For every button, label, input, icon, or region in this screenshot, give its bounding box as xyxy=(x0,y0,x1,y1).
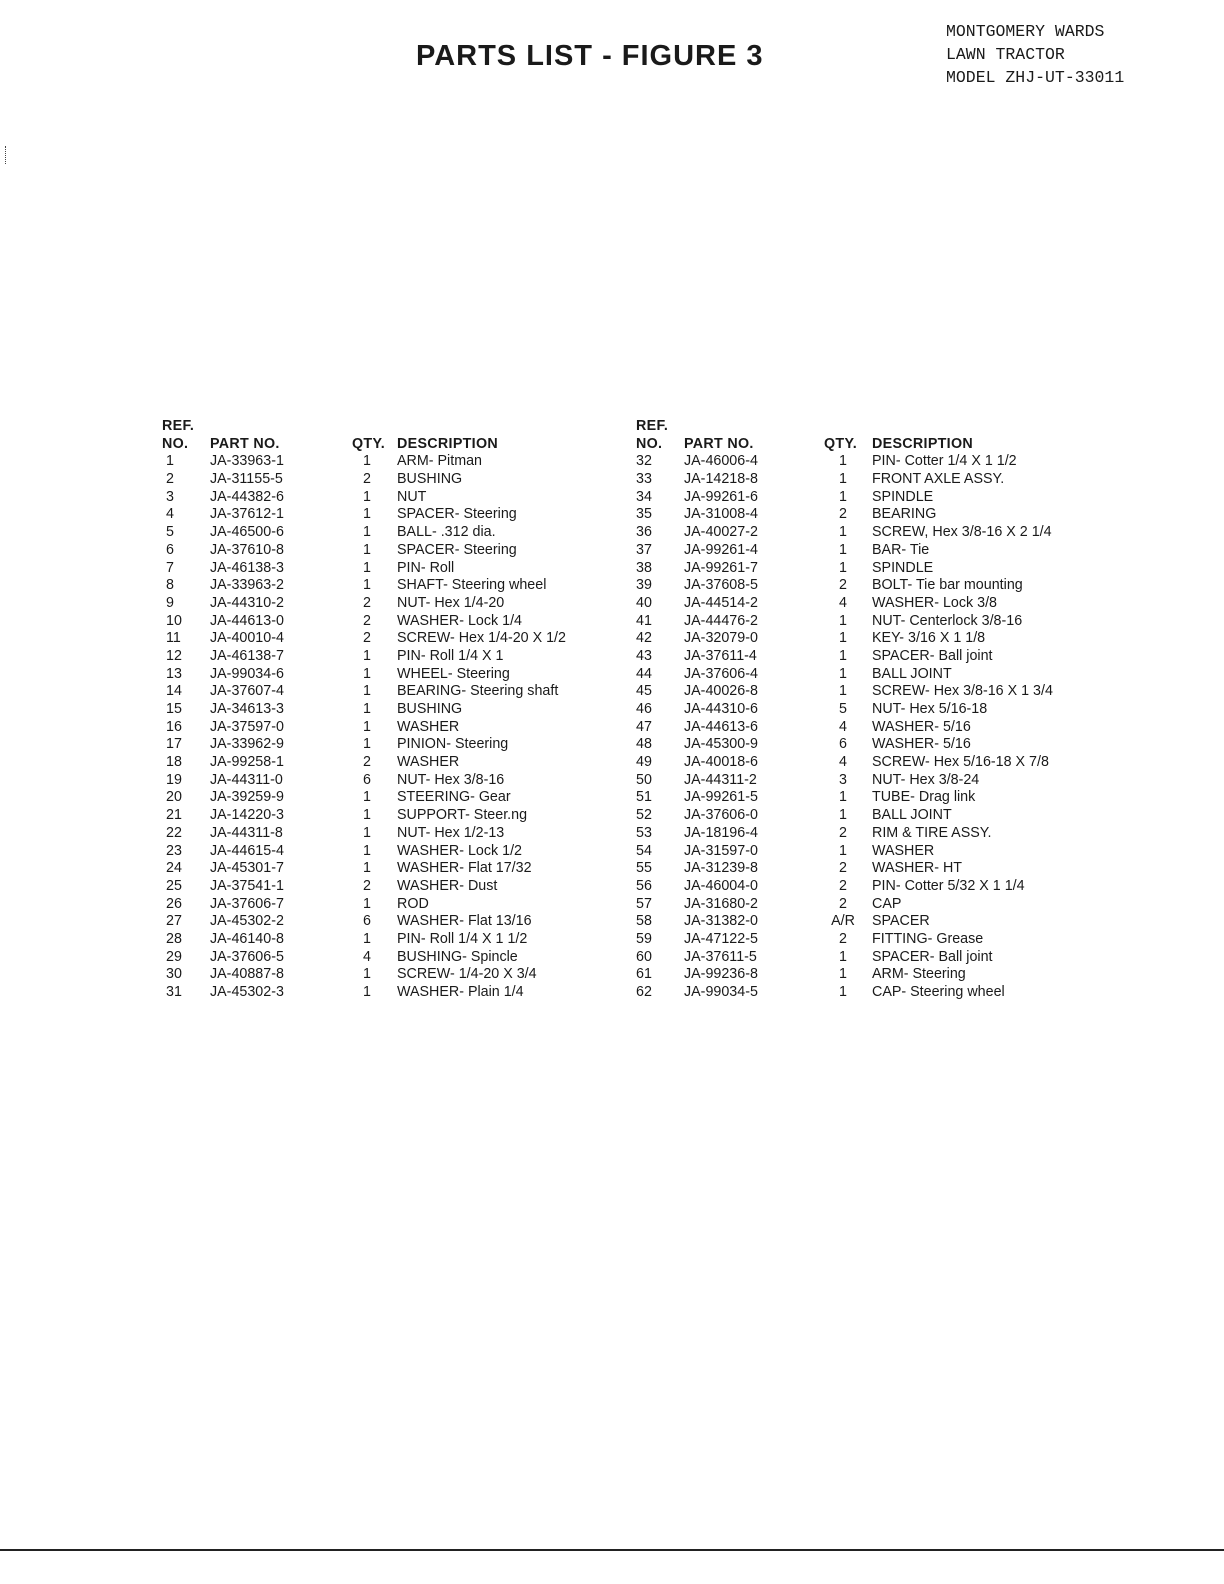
ref-no: 44 xyxy=(636,665,652,682)
part-no: JA-45301-7 xyxy=(210,860,284,877)
quantity: 2 xyxy=(363,594,371,611)
description: RIM & TIRE ASSY. xyxy=(872,824,992,841)
bottom-rule-divider xyxy=(0,1549,1224,1551)
part-no: JA-37612-1 xyxy=(210,506,284,523)
quantity: 1 xyxy=(363,930,371,947)
ref-no: 18 xyxy=(166,754,182,771)
description: NUT- Hex 1/2-13 xyxy=(397,824,505,841)
ref-no: 35 xyxy=(636,506,652,523)
part-no: JA-40026-8 xyxy=(684,683,758,700)
ref-no: 39 xyxy=(636,577,652,594)
quantity: 4 xyxy=(839,754,847,771)
part-no: JA-40010-4 xyxy=(210,630,284,647)
part-no: JA-45302-3 xyxy=(210,984,284,1000)
description: SCREW- 1/4-20 X 3/4 xyxy=(397,966,537,983)
part-no: JA-99261-7 xyxy=(684,559,758,576)
description: STEERING- Gear xyxy=(397,789,511,806)
part-no: JA-39259-9 xyxy=(210,789,284,806)
quantity: A/R xyxy=(831,913,855,930)
ref-no: 34 xyxy=(636,488,652,505)
quantity: 1 xyxy=(839,524,847,541)
quantity: 1 xyxy=(839,665,847,682)
ref-no: 20 xyxy=(166,789,182,806)
part-no: JA-37606-5 xyxy=(210,948,284,965)
part-no: JA-46006-4 xyxy=(684,453,758,470)
part-no: JA-40018-6 xyxy=(684,754,758,771)
part-no: JA-99034-5 xyxy=(684,984,758,1000)
description: PINION- Steering xyxy=(397,736,509,753)
quantity: 1 xyxy=(839,807,847,824)
quantity: 2 xyxy=(363,630,371,647)
model-info-block xyxy=(946,20,1124,89)
description: NUT- Centerlock 3/8-16 xyxy=(872,612,1023,629)
part-no: JA-99261-6 xyxy=(684,488,758,505)
ref-no: 25 xyxy=(166,877,182,894)
quantity: 4 xyxy=(839,718,847,735)
description: KEY- 3/16 X 1 1/8 xyxy=(872,630,986,647)
part-no: JA-44476-2 xyxy=(684,612,758,629)
description: NUT- Hex 5/16-18 xyxy=(872,701,988,717)
ref-no: 5 xyxy=(166,524,174,541)
ref-no: 52 xyxy=(636,807,652,824)
ref-no: 29 xyxy=(166,948,182,965)
part-no: JA-37606-7 xyxy=(210,895,284,912)
part-no: JA-45302-2 xyxy=(210,913,284,930)
quantity: 2 xyxy=(839,824,847,841)
ref-no: 42 xyxy=(636,630,652,647)
quantity: 1 xyxy=(839,541,847,558)
description: SPACER- Ball joint xyxy=(872,948,993,965)
description: PIN- Cotter 1/4 X 1 1/2 xyxy=(872,453,1017,470)
quantity: 1 xyxy=(839,789,847,806)
ref-no: 57 xyxy=(636,895,652,912)
header-description: DESCRIPTION xyxy=(397,435,499,452)
ref-no: 10 xyxy=(166,612,182,629)
quantity: 1 xyxy=(839,612,847,629)
part-no: JA-31239-8 xyxy=(684,860,758,877)
ref-no: 62 xyxy=(636,984,652,1000)
description: WASHER- Dust xyxy=(397,877,498,894)
quantity: 1 xyxy=(363,860,371,877)
description: WASHER- Plain 1/4 xyxy=(397,984,524,1000)
ref-no: 50 xyxy=(636,771,652,788)
header-part-no: PART NO. xyxy=(210,435,280,452)
ref-no: 24 xyxy=(166,860,182,877)
description: BOLT- Tie bar mounting xyxy=(872,577,1023,594)
description: SHAFT- Steering wheel xyxy=(397,577,547,594)
part-no: JA-32079-0 xyxy=(684,630,758,647)
ref-no: 9 xyxy=(166,594,174,611)
quantity: 1 xyxy=(363,966,371,983)
description: WASHER- Flat 13/16 xyxy=(397,913,532,930)
quantity: 1 xyxy=(839,948,847,965)
quantity: 6 xyxy=(363,913,371,930)
ref-no: 43 xyxy=(636,647,652,664)
quantity: 5 xyxy=(839,701,847,717)
description: NUT- Hex 3/8-24 xyxy=(872,771,980,788)
description: BUSHING xyxy=(397,701,463,717)
ref-no: 22 xyxy=(166,824,182,841)
quantity: 2 xyxy=(839,506,847,523)
description: BALL JOINT xyxy=(872,807,952,824)
ref-no: 36 xyxy=(636,524,652,541)
quantity: 1 xyxy=(363,895,371,912)
quantity: 2 xyxy=(839,577,847,594)
ref-no: 6 xyxy=(166,541,174,558)
ref-no: 59 xyxy=(636,930,652,947)
part-no: JA-31155-5 xyxy=(210,471,283,488)
description: SCREW- Hex 5/16-18 X 7/8 xyxy=(872,754,1049,771)
description: SPINDLE xyxy=(872,488,934,505)
description: SCREW- Hex 3/8-16 X 1 3/4 xyxy=(872,683,1053,700)
ref-no: 33 xyxy=(636,471,652,488)
header-ref-top: REF. xyxy=(162,418,195,434)
description: BEARING- Steering shaft xyxy=(397,683,559,700)
part-no: JA-44311-2 xyxy=(684,771,757,788)
part-no: JA-99034-6 xyxy=(210,665,284,682)
ref-no: 60 xyxy=(636,948,652,965)
header-qty: QTY. xyxy=(352,435,385,452)
quantity: 1 xyxy=(363,842,371,859)
ref-no: 26 xyxy=(166,895,182,912)
quantity: 2 xyxy=(839,895,847,912)
model-number: MODEL ZHJ-UT-33011 xyxy=(946,68,1125,87)
model-brand: MONTGOMERY WARDS xyxy=(946,22,1105,41)
quantity: 1 xyxy=(839,842,847,859)
description: BUSHING xyxy=(397,471,463,488)
quantity: 1 xyxy=(363,577,371,594)
part-no: JA-33963-2 xyxy=(210,577,284,594)
ref-no: 37 xyxy=(636,541,652,558)
part-no: JA-14218-8 xyxy=(684,471,758,488)
page-title: PARTS LIST - FIGURE 3 xyxy=(416,40,764,72)
quantity: 2 xyxy=(839,860,847,877)
description: ARM- Pitman xyxy=(397,453,482,470)
quantity: 1 xyxy=(363,665,371,682)
model-product: LAWN TRACTOR xyxy=(946,45,1065,64)
ref-no: 19 xyxy=(166,771,182,788)
part-no: JA-18196-4 xyxy=(684,824,758,841)
part-no: JA-14220-3 xyxy=(210,807,284,824)
ref-no: 53 xyxy=(636,824,652,841)
quantity: 1 xyxy=(839,683,847,700)
quantity: 2 xyxy=(363,877,371,894)
description: PIN- Cotter 5/32 X 1 1/4 xyxy=(872,877,1025,894)
part-no: JA-44311-0 xyxy=(210,771,283,788)
quantity: 4 xyxy=(839,594,847,611)
quantity: 1 xyxy=(363,824,371,841)
quantity: 1 xyxy=(839,630,847,647)
quantity: 2 xyxy=(839,877,847,894)
ref-no: 23 xyxy=(166,842,182,859)
description: SCREW, Hex 3/8-16 X 2 1/4 xyxy=(872,524,1052,541)
part-no: JA-99261-5 xyxy=(684,789,758,806)
ref-no: 61 xyxy=(636,966,652,983)
ref-no: 32 xyxy=(636,453,652,470)
ref-no: 17 xyxy=(166,736,182,753)
part-no: JA-44310-2 xyxy=(210,594,284,611)
quantity: 1 xyxy=(363,453,371,470)
quantity: 1 xyxy=(839,984,847,1000)
description: WASHER- Flat 17/32 xyxy=(397,860,532,877)
part-no: JA-44382-6 xyxy=(210,488,284,505)
ref-no: 21 xyxy=(166,807,182,824)
description: WASHER- Lock 1/4 xyxy=(397,612,522,629)
part-no: JA-44613-6 xyxy=(684,718,758,735)
quantity: 4 xyxy=(363,948,371,965)
part-no: JA-37611-4 xyxy=(684,647,757,664)
ref-no: 8 xyxy=(166,577,174,594)
ref-no: 51 xyxy=(636,789,652,806)
description: BUSHING- Spincle xyxy=(397,948,518,965)
quantity: 2 xyxy=(363,471,371,488)
ref-no: 15 xyxy=(166,701,182,717)
ref-no: 46 xyxy=(636,701,652,717)
ref-no: 38 xyxy=(636,559,652,576)
quantity: 1 xyxy=(363,524,371,541)
ref-no: 40 xyxy=(636,594,652,611)
quantity: 1 xyxy=(839,471,847,488)
quantity: 1 xyxy=(363,488,371,505)
quantity: 2 xyxy=(363,612,371,629)
part-no: JA-46138-7 xyxy=(210,647,284,664)
part-no: JA-44613-0 xyxy=(210,612,284,629)
description: FITTING- Grease xyxy=(872,930,984,947)
part-no: JA-99258-1 xyxy=(210,754,284,771)
description: TUBE- Drag link xyxy=(872,789,976,806)
part-no: JA-37606-4 xyxy=(684,665,758,682)
quantity: 1 xyxy=(363,736,371,753)
quantity: 1 xyxy=(839,559,847,576)
part-no: JA-46004-0 xyxy=(684,877,758,894)
part-no: JA-31680-2 xyxy=(684,895,758,912)
ref-no: 4 xyxy=(166,506,174,523)
description: WASHER- 5/16 xyxy=(872,718,971,735)
header-description: DESCRIPTION xyxy=(872,435,974,452)
description: BEARING xyxy=(872,506,937,523)
description: SPACER xyxy=(872,913,930,930)
quantity: 1 xyxy=(363,559,371,576)
description: CAP xyxy=(872,895,902,912)
part-no: JA-99236-8 xyxy=(684,966,758,983)
part-no: JA-31382-0 xyxy=(684,913,758,930)
quantity: 1 xyxy=(363,789,371,806)
quantity: 1 xyxy=(363,683,371,700)
part-no: JA-40027-2 xyxy=(684,524,758,541)
quantity: 1 xyxy=(363,701,371,717)
ref-no: 7 xyxy=(166,559,174,576)
part-no: JA-99261-4 xyxy=(684,541,758,558)
description: SPINDLE xyxy=(872,559,934,576)
scan-mark xyxy=(5,146,7,164)
description: SPACER- Ball joint xyxy=(872,647,993,664)
ref-no: 16 xyxy=(166,718,182,735)
description: NUT- Hex 3/8-16 xyxy=(397,771,505,788)
description: WASHER xyxy=(872,842,935,859)
description: PIN- Roll 1/4 X 1 xyxy=(397,647,504,664)
description: FRONT AXLE ASSY. xyxy=(872,471,1005,488)
part-no: JA-44514-2 xyxy=(684,594,758,611)
part-no: JA-44615-4 xyxy=(210,842,284,859)
part-no: JA-45300-9 xyxy=(684,736,758,753)
ref-no: 28 xyxy=(166,930,182,947)
ref-no: 58 xyxy=(636,913,652,930)
part-no: JA-33963-1 xyxy=(210,453,284,470)
ref-no: 55 xyxy=(636,860,652,877)
ref-no: 13 xyxy=(166,665,182,682)
ref-no: 54 xyxy=(636,842,652,859)
part-no: JA-46140-8 xyxy=(210,930,284,947)
description: NUT- Hex 1/4-20 xyxy=(397,594,505,611)
header-part-no: PART NO. xyxy=(684,435,754,452)
part-no: JA-37541-1 xyxy=(210,877,284,894)
header-ref-no: NO. xyxy=(636,435,663,452)
description: WASHER- HT xyxy=(872,860,963,877)
part-no: JA-40887-8 xyxy=(210,966,284,983)
ref-no: 11 xyxy=(166,630,181,647)
quantity: 1 xyxy=(839,488,847,505)
quantity: 6 xyxy=(363,771,371,788)
description: SCREW- Hex 1/4-20 X 1/2 xyxy=(397,630,566,647)
part-no: JA-37606-0 xyxy=(684,807,758,824)
part-no: JA-37611-5 xyxy=(684,948,757,965)
header-ref-top: REF. xyxy=(636,418,669,434)
ref-no: 47 xyxy=(636,718,652,735)
part-no: JA-37610-8 xyxy=(210,541,284,558)
header-qty: QTY. xyxy=(824,435,857,452)
description: PIN- Roll xyxy=(397,559,455,576)
description: WASHER- Lock 1/2 xyxy=(397,842,522,859)
part-no: JA-31008-4 xyxy=(684,506,758,523)
ref-no: 45 xyxy=(636,683,652,700)
ref-no: 41 xyxy=(636,612,652,629)
ref-no: 49 xyxy=(636,754,652,771)
ref-no: 1 xyxy=(166,453,174,470)
quantity: 1 xyxy=(839,453,847,470)
part-no: JA-44310-6 xyxy=(684,701,758,717)
quantity: 6 xyxy=(839,736,847,753)
description: SPACER- Steering xyxy=(397,541,517,558)
part-no: JA-37608-5 xyxy=(684,577,758,594)
ref-no: 3 xyxy=(166,488,174,505)
description: WASHER- 5/16 xyxy=(872,736,971,753)
quantity: 1 xyxy=(363,506,371,523)
quantity: 1 xyxy=(363,718,371,735)
quantity: 1 xyxy=(363,807,371,824)
ref-no: 31 xyxy=(166,984,182,1000)
description: BAR- Tie xyxy=(872,541,930,558)
part-no: JA-44311-8 xyxy=(210,824,283,841)
description: PIN- Roll 1/4 X 1 1/2 xyxy=(397,930,528,947)
description: CAP- Steering wheel xyxy=(872,984,1005,1000)
description: WASHER- Lock 3/8 xyxy=(872,594,997,611)
description: NUT xyxy=(397,488,427,505)
description: ROD xyxy=(397,895,429,912)
description: ARM- Steering xyxy=(872,966,966,983)
quantity: 1 xyxy=(839,647,847,664)
ref-no: 12 xyxy=(166,647,182,664)
ref-no: 48 xyxy=(636,736,652,753)
part-no: JA-46500-6 xyxy=(210,524,284,541)
part-no: JA-33962-9 xyxy=(210,736,284,753)
part-no: JA-47122-5 xyxy=(684,930,758,947)
quantity: 3 xyxy=(839,771,847,788)
part-no: JA-37607-4 xyxy=(210,683,284,700)
part-no: JA-31597-0 xyxy=(684,842,758,859)
description: BALL JOINT xyxy=(872,665,952,682)
ref-no: 30 xyxy=(166,966,182,983)
header-ref-no: NO. xyxy=(162,435,189,452)
part-no: JA-46138-3 xyxy=(210,559,284,576)
description: SUPPORT- Steer.ng xyxy=(397,807,528,824)
description: WASHER xyxy=(397,754,460,771)
ref-no: 2 xyxy=(166,471,174,488)
ref-no: 27 xyxy=(166,913,182,930)
description: BALL- .312 dia. xyxy=(397,524,496,541)
quantity: 1 xyxy=(363,541,371,558)
description: SPACER- Steering xyxy=(397,506,517,523)
description: WASHER xyxy=(397,718,460,735)
quantity: 1 xyxy=(363,984,371,1000)
part-no: JA-37597-0 xyxy=(210,718,284,735)
description: WHEEL- Steering xyxy=(397,665,510,682)
part-no: JA-34613-3 xyxy=(210,701,284,717)
quantity: 1 xyxy=(839,966,847,983)
quantity: 2 xyxy=(363,754,371,771)
quantity: 1 xyxy=(363,647,371,664)
ref-no: 56 xyxy=(636,877,652,894)
ref-no: 14 xyxy=(166,683,182,700)
quantity: 2 xyxy=(839,930,847,947)
